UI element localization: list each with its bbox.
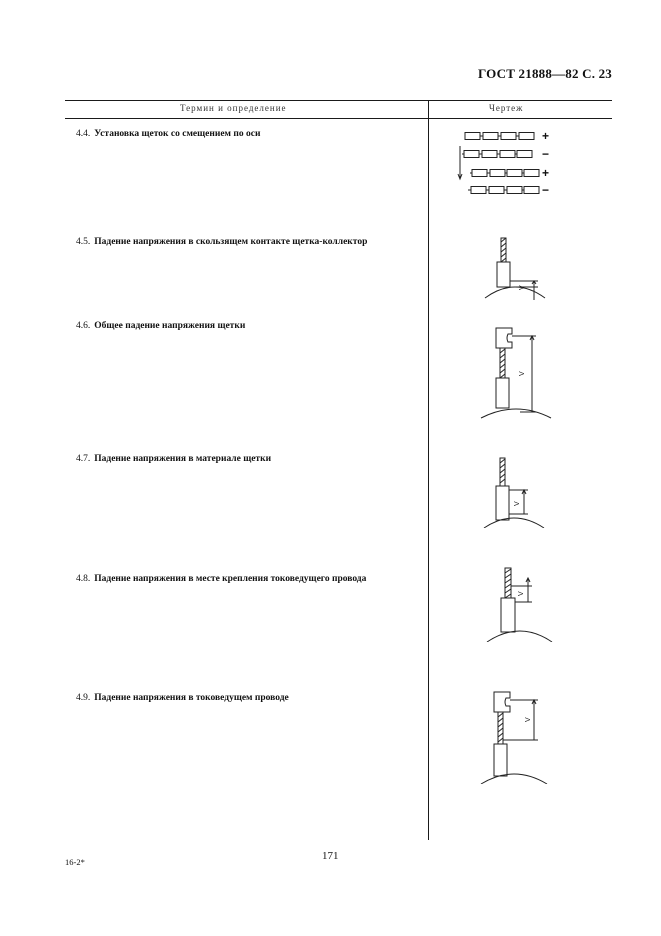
voltage-label: V [519, 371, 526, 376]
column-header-drawing: Чертеж [489, 103, 524, 113]
entry-term: Общее падение напряжения щетки [94, 321, 246, 331]
voltage-label: V [525, 717, 532, 722]
entry-4-8 [76, 573, 366, 585]
minus-sign: − [542, 147, 550, 161]
sheet-mark: 16-2* [65, 857, 85, 867]
entry-4-4 [76, 128, 260, 140]
entry-term: Установка щеток со смещением по оси [94, 129, 261, 139]
entry-number: 4.8. [76, 574, 91, 584]
brush-lead-wire-voltage-diagram [478, 688, 558, 784]
voltage-label: V [518, 591, 525, 596]
entry-4-5 [76, 236, 367, 248]
entry-term: Падение напряжения в месте крепления токоведущего провода [94, 574, 367, 584]
entry-number: 4.7. [76, 454, 91, 464]
voltage-label: V [514, 501, 521, 506]
voltage-label: V [519, 285, 526, 290]
table-top-rule [65, 100, 612, 101]
minus-sign: − [542, 183, 550, 197]
page-header: ГОСТ 21888—82 С. 23 [478, 66, 612, 81]
plus-sign: + [542, 166, 550, 180]
entry-number: 4.9. [76, 693, 91, 703]
entry-4-9 [76, 692, 289, 704]
entry-4-7 [76, 453, 271, 465]
entry-number: 4.6. [76, 321, 91, 331]
brush-total-voltage-diagram [478, 320, 558, 420]
entry-number: 4.4. [76, 129, 91, 139]
brush-axial-offset-diagram [450, 126, 560, 201]
entry-term: Падение напряжения в материале щетки [94, 454, 272, 464]
entry-term: Падение напряжения в скользящем контакте щетка-коллектор [94, 237, 368, 247]
table-column-divider [428, 100, 429, 840]
brush-contact-voltage-diagram [480, 236, 550, 306]
table-header-rule [65, 118, 612, 119]
entry-4-6 [76, 320, 245, 332]
column-header-terms: Термин и определение [180, 103, 287, 113]
page-number: 171 [322, 850, 339, 862]
plus-sign: + [542, 129, 550, 143]
entry-term: Падение напряжения в токоведущем проводе [94, 693, 289, 703]
entry-number: 4.5. [76, 237, 91, 247]
brush-material-voltage-diagram [480, 456, 550, 528]
brush-lead-joint-voltage-diagram [482, 564, 554, 642]
